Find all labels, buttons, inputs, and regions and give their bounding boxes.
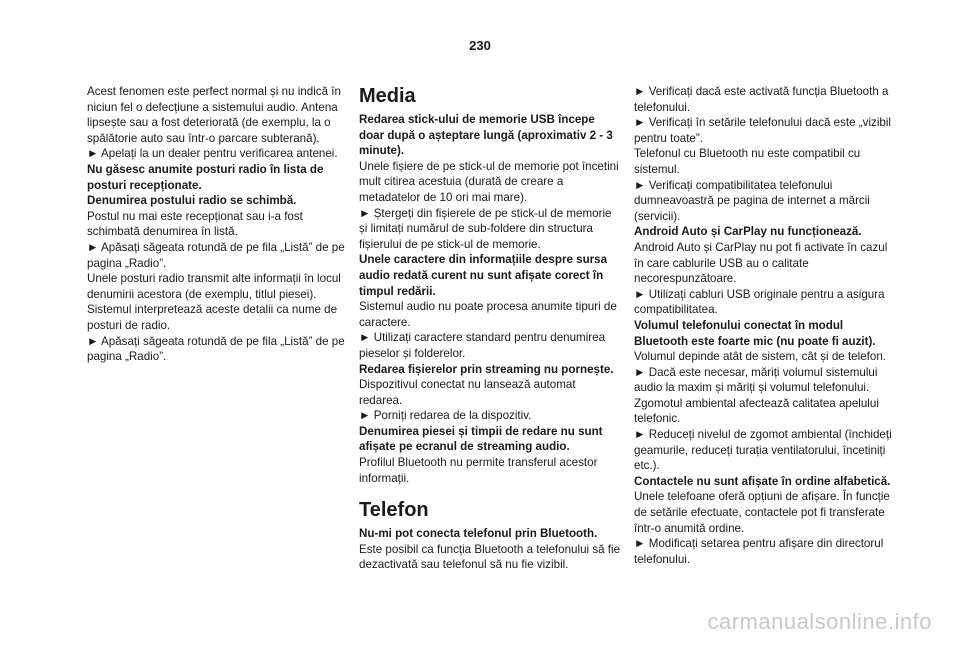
paragraph: Android Auto și CarPlay nu pot fi activate în cazul în care cablurile USB au o calitate necorespunzătoare. xyxy=(634,240,888,286)
bold-paragraph: Volumul telefonului conectat în modul Bluetooth este foarte mic (nu poate fi auzit). xyxy=(634,318,876,348)
page-number: 230 xyxy=(469,38,491,53)
bold-paragraph: Denumirea piesei și timpii de redare nu sunt afișate pe ecranul de streaming audio. xyxy=(359,424,603,454)
column-left xyxy=(87,84,349,365)
paragraph: Acest fenomen este perfect normal și nu indică în niciun fel o defecțiune a sistemului audio. Antena lipsește sau a fost deteriorată (de exemplu, la o spălătorie auto sau într-o parcare subterană). xyxy=(87,85,341,145)
paragraph: Unele posturi radio transmit alte informații în locul denumirii acestora (de exemplu, titlul piesei). xyxy=(87,272,341,301)
bold-paragraph: Android Auto și CarPlay nu funcționează. xyxy=(634,225,862,239)
paragraph: ► Apăsați săgeata rotundă de pe fila „Listă” de pe pagina „Radio”. xyxy=(87,334,345,364)
bold-paragraph: Redarea fișierelor prin streaming nu pornește. xyxy=(359,362,614,376)
paragraph: Telefonul cu Bluetooth nu este compatibil cu sistemul. xyxy=(634,147,861,176)
bold-paragraph: Denumirea postului radio se schimbă. xyxy=(87,194,297,208)
bold-paragraph: Contactele nu sunt afișate în ordine alfabetică. xyxy=(634,474,891,488)
paragraph: Unele fișiere de pe stick-ul de memorie pot încetini mult citirea acestuia (durată de creare a metadatelor de 10 ori mai mare). xyxy=(359,159,619,204)
paragraph: ► Verificați dacă este activată funcția Bluetooth a telefonului. xyxy=(634,85,889,114)
column-right xyxy=(634,84,896,567)
bold-paragraph: Redarea stick-ului de memorie USB începe doar după o așteptare lungă (aproximativ 2 - 3 minute). xyxy=(359,113,613,158)
paragraph: Unele telefoane oferă opțiuni de afișare. În funcție de setările efectuate, contactele pot fi transferate într-o anumită ordine. xyxy=(634,490,890,535)
bold-paragraph: Unele caractere din informațiile despre sursa audio redată curent nu sunt afișate corect în timpul redării. xyxy=(359,253,608,298)
paragraph: Sistemul audio nu poate procesa anumite tipuri de caractere. xyxy=(359,300,617,329)
bold-paragraph: Nu găsesc anumite posturi radio în lista de posturi recepționate. xyxy=(87,162,324,192)
bold-paragraph: Nu-mi pot conecta telefonul prin Bluetooth. xyxy=(359,527,598,541)
heading-media: Media xyxy=(359,85,416,107)
paragraph: Sistemul interpretează aceste detalii ca nume de posturi de radio. xyxy=(87,303,338,332)
paragraph: ► Utilizați caractere standard pentru denumirea pieselor și folderelor. xyxy=(359,331,606,360)
watermark-text: carmanualsonline.info xyxy=(707,609,932,634)
paragraph: ► Apelați la un dealer pentru verificarea antenei. xyxy=(87,147,338,161)
telefon-section xyxy=(359,526,621,573)
paragraph: ► Apăsați săgeata rotundă de pe fila „Listă” de pe pagina „Radio”. xyxy=(87,240,345,270)
paragraph: Dispozitivul conectat nu lansează automat redarea. xyxy=(359,378,576,407)
paragraph: ► Reduceți nivelul de zgomot ambiental (închideți geamurile, reduceți turația ventilatorului, încetiniți etc.). xyxy=(634,428,892,473)
paragraph: ► Dacă este necesar, măriți volumul sistemului audio la maxim și măriți și volumul telefonului. xyxy=(634,365,878,395)
paragraph: ► Ștergeți din fișierele de pe stick-ul de memorie și limitați numărul de sub-foldere din structura fișierului de pe stick-ul de memorie. xyxy=(359,206,612,251)
column-middle xyxy=(359,84,621,573)
paragraph: ► Utilizați cabluri USB originale pentru a asigura compatibilitatea. xyxy=(634,287,885,317)
paragraph: Este posibil ca funcția Bluetooth a telefonului să fie dezactivată sau telefonul să nu fie vizibil. xyxy=(359,542,621,572)
heading-telefon: Telefon xyxy=(359,499,429,522)
paragraph: Zgomotul ambiental afectează calitatea apelului telefonic. xyxy=(634,396,879,426)
media-section xyxy=(359,112,621,486)
paragraph: ► Verificați în setările telefonului dacă este „vizibil pentru toate”. xyxy=(634,116,891,145)
paragraph: ► Modificați setarea pentru afișare din directorul telefonului. xyxy=(634,537,884,566)
paragraph: ► Verificați compatibilitatea telefonului dumneavoastră pe pagina de internet a mărcii (servicii). xyxy=(634,178,870,223)
paragraph: Profilul Bluetooth nu permite transferul acestor informații. xyxy=(359,456,598,485)
paragraph: Volumul depinde atât de sistem, cât și de telefon. xyxy=(634,350,886,364)
paragraph: Postul nu mai este recepționat sau i-a fost schimbată denumirea în listă. xyxy=(87,209,303,239)
paragraph: ► Porniți redarea de la dispozitiv. xyxy=(359,409,532,423)
